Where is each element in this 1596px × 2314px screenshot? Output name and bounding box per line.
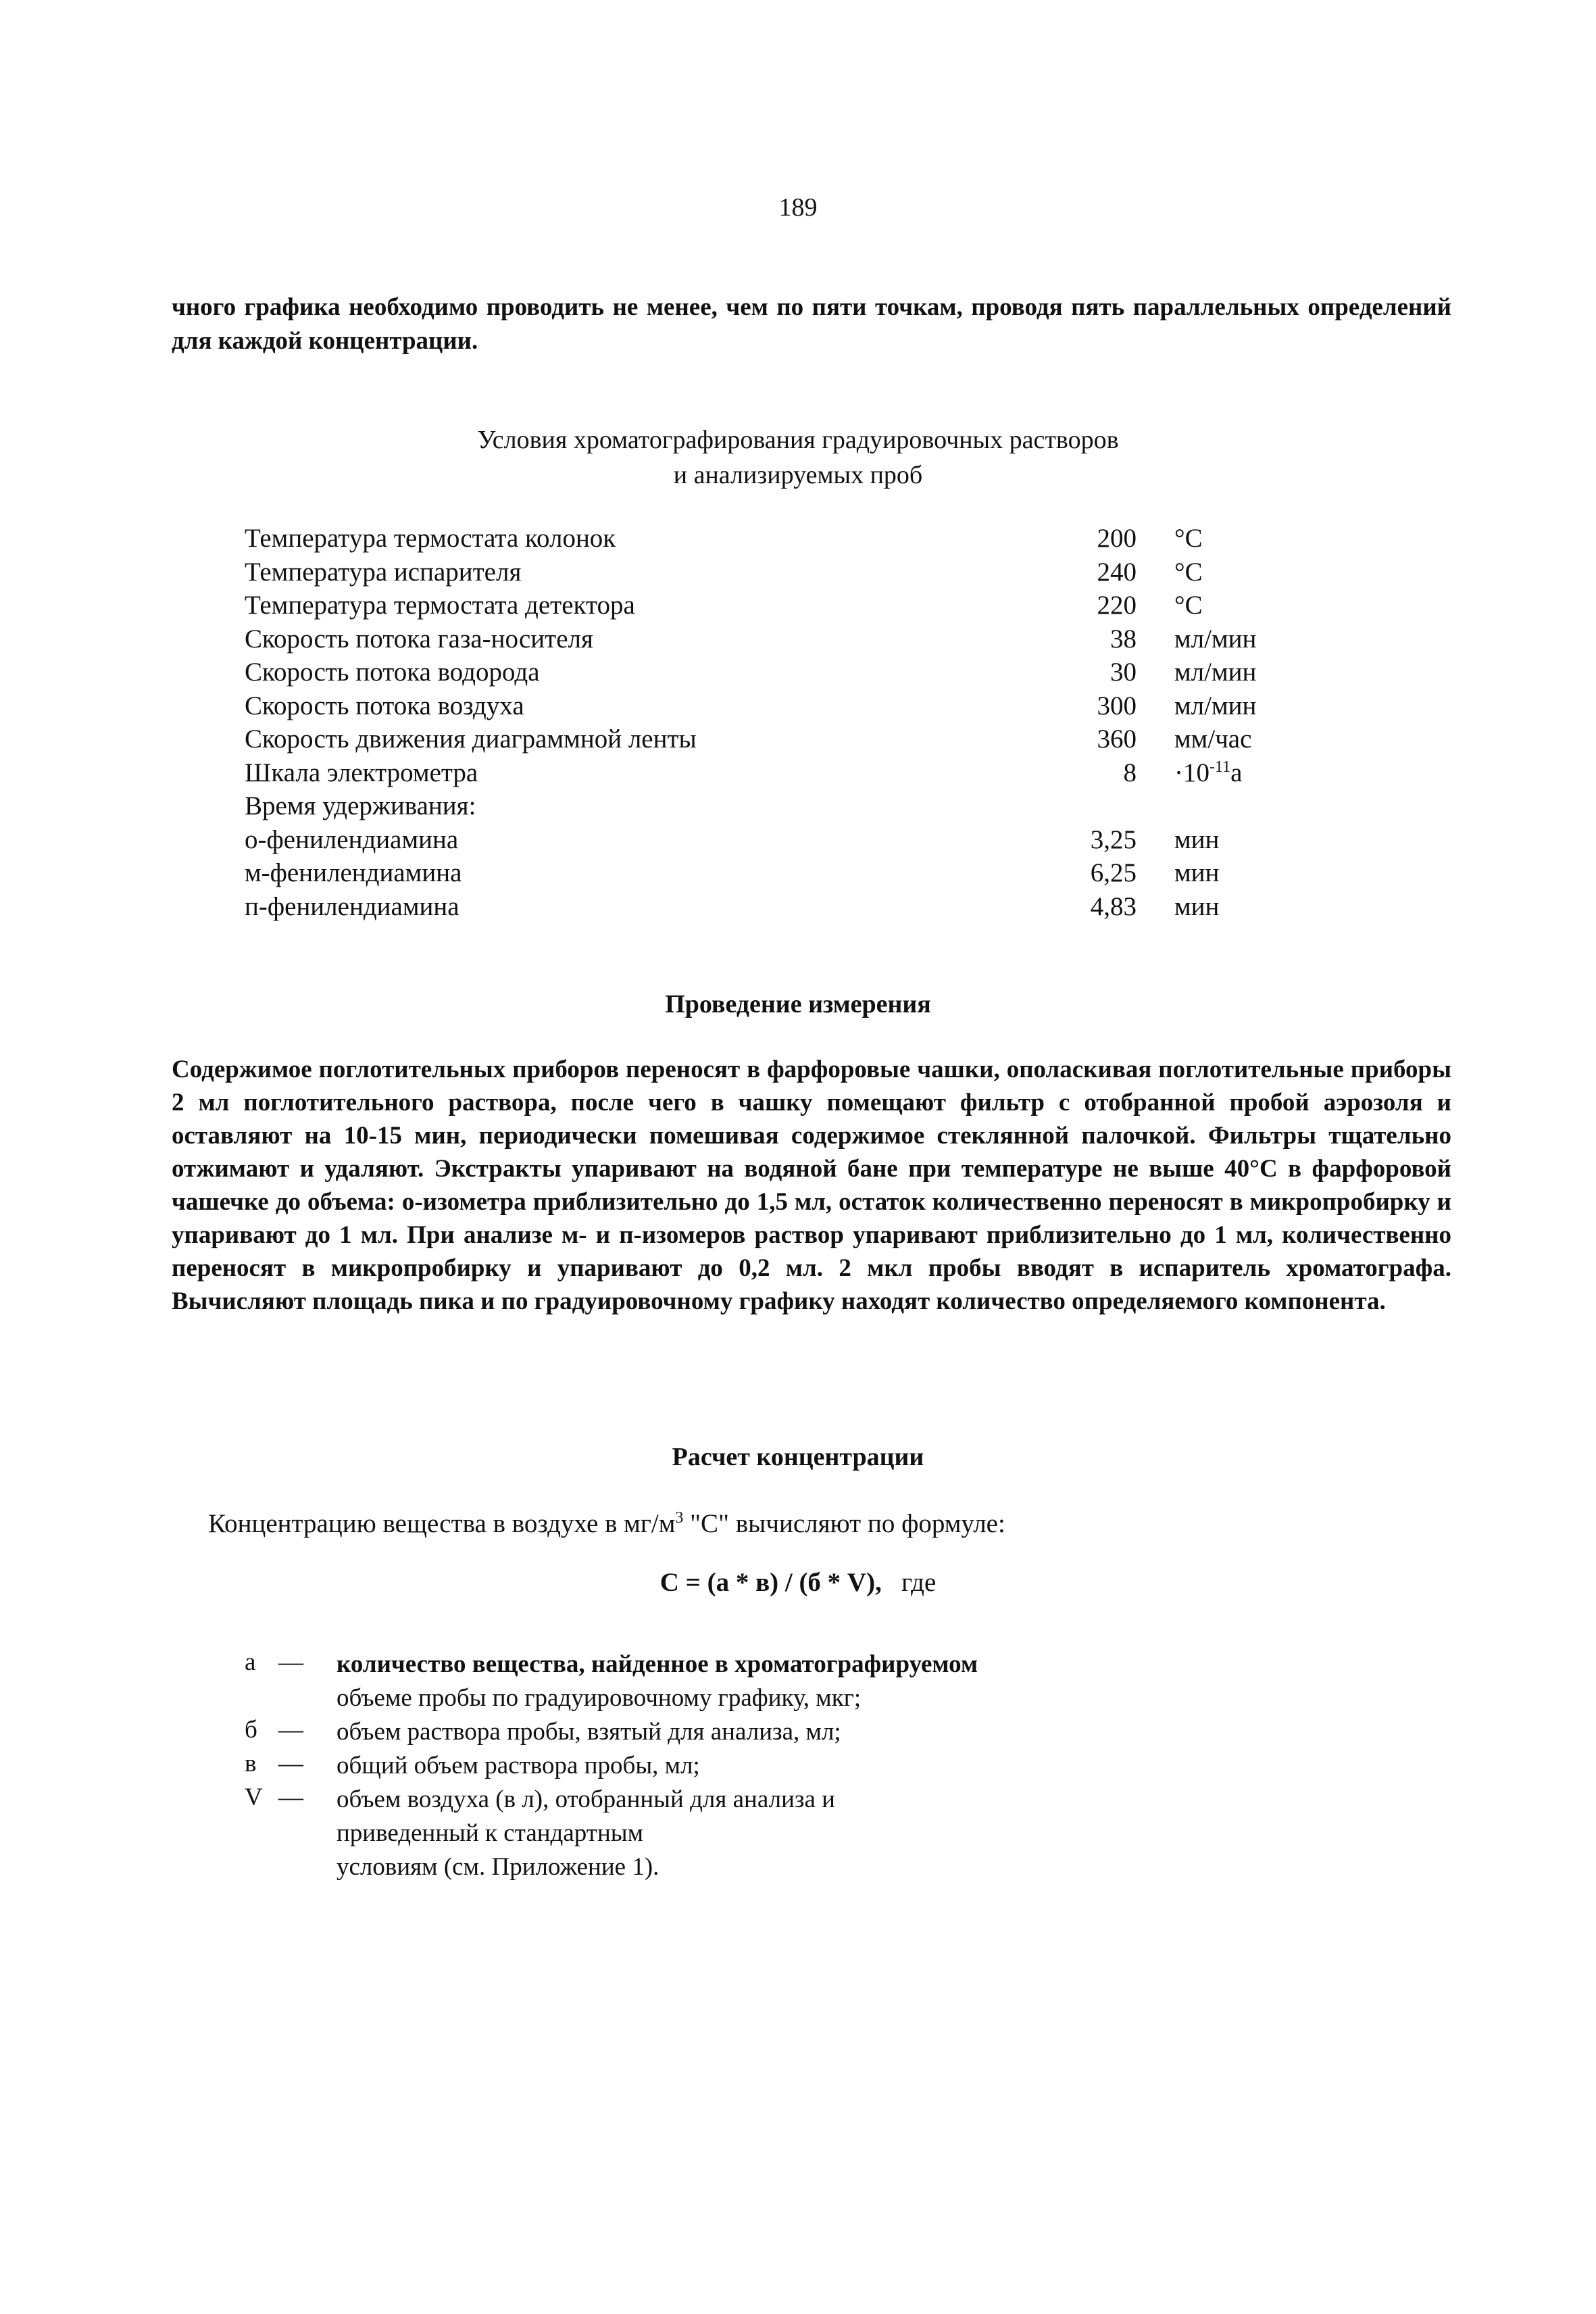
conditions-row bbox=[245, 823, 1350, 857]
param-name: п-фенилендиамина bbox=[245, 891, 459, 921]
param-value bbox=[988, 789, 1174, 823]
calculation-title: Расчет концентрации bbox=[672, 1443, 924, 1471]
formula-expression: С = (а * в) / (б * V), bbox=[659, 1568, 882, 1597]
param-name: Скорость потока газа-носителя bbox=[245, 624, 593, 654]
param-value: 4,83 bbox=[1090, 891, 1137, 921]
param-name: Температура термостата колонок bbox=[245, 524, 616, 553]
param-name: Шкала электрометра bbox=[245, 758, 478, 787]
conditions-row bbox=[245, 756, 1350, 790]
param-unit: °С bbox=[1174, 557, 1203, 587]
legend-symbol: б bbox=[245, 1716, 257, 1744]
param-unit: мл/мин bbox=[1174, 691, 1257, 720]
unit-prefix: ·10 bbox=[1174, 758, 1210, 787]
conditions-row bbox=[245, 890, 1350, 924]
conditions-table bbox=[245, 522, 1350, 923]
measurement-paragraph: Содержимое поглотительных приборов переносят в фарфоровые чашки, ополаскивая поглотительные приборы 2 мл поглотительного раствора, после чего в чашку помещают фильтр с отобранной пробой аэрозоля и оставляют на 10-15 мин, периодически помешивая содержимое стеклянной палочкой. Фильтры тщательно отжимают и удаляют. Экстракты упаривают на водяной бане при температуре не выше 40°С в фарфоровой чашечке до объема: о-изометра приблизительно до 1,5 мл, остаток количественно переносят в микропробирку и упаривают до 1 мл. При анализе м- и п-изомеров раствор упаривают приблизительно до 1 мл, количественно переносят в микропробирку и упаривают до 0,2 мл. 2 мкл пробы вводят в испаритель хроматографа. Вычисляют площадь пика и по градуировочному графику находят количество определяемого компонента. bbox=[172, 1056, 1451, 1315]
unit-exponent: 3 bbox=[675, 1509, 684, 1527]
param-unit: мл/мин bbox=[1174, 624, 1257, 654]
legend-line: условиям (см. Приложение 1). bbox=[336, 1853, 659, 1881]
param-name: о-фенилендиамина bbox=[245, 824, 459, 854]
conditions-row bbox=[245, 856, 1350, 890]
conditions-title-line1: Условия хроматографирования градуировочных растворов bbox=[477, 426, 1119, 454]
legend-description bbox=[336, 1715, 1215, 1749]
param-name: Время удерживания: bbox=[245, 791, 476, 820]
param-unit: мл/мин bbox=[1174, 658, 1257, 687]
page-number: 189 bbox=[778, 193, 818, 222]
conditions-row bbox=[245, 789, 1350, 823]
formula-legend bbox=[245, 1648, 1215, 1884]
param-name: Скорость потока воздуха bbox=[245, 691, 524, 720]
formula-intro-text: Концентрацию вещества в воздухе в мг/м bbox=[208, 1509, 676, 1538]
legend-line: количество вещества, найденное в хроматографируемом bbox=[336, 1650, 978, 1678]
param-value: 6,25 bbox=[1090, 858, 1137, 887]
legend-line: объем воздуха (в л), отобранный для анализа и bbox=[336, 1786, 835, 1813]
formula-where: где bbox=[901, 1568, 937, 1597]
legend-dash: — bbox=[278, 1750, 303, 1777]
legend-dash: — bbox=[278, 1716, 303, 1744]
legend-item bbox=[245, 1783, 1215, 1884]
legend-description bbox=[336, 1648, 1215, 1715]
param-value: 360 bbox=[1097, 724, 1137, 754]
formula bbox=[0, 1567, 1596, 1598]
legend-line: объем раствора пробы, взятый для анализа, мл; bbox=[336, 1718, 841, 1746]
conditions-row bbox=[245, 522, 1350, 556]
param-value: 3,25 bbox=[1090, 824, 1137, 854]
conditions-row bbox=[245, 689, 1350, 723]
legend-item bbox=[245, 1715, 1215, 1749]
formula-intro-rest: "С" вычисляют по формуле: bbox=[683, 1509, 1005, 1538]
legend-symbol: а bbox=[245, 1648, 256, 1676]
formula-intro bbox=[208, 1506, 1005, 1542]
param-value: 220 bbox=[1097, 591, 1137, 620]
legend-symbol: V bbox=[245, 1783, 263, 1811]
param-value: 38 bbox=[1110, 624, 1137, 654]
legend-line: общий объем раствора пробы, мл; bbox=[336, 1752, 700, 1779]
param-value: 240 bbox=[1097, 557, 1137, 587]
param-value: 200 bbox=[1097, 524, 1137, 553]
param-unit: мин bbox=[1174, 891, 1220, 921]
intro-paragraph: чного графика необходимо проводить не менее, чем по пяти точкам, проводя пять параллельных определений для каждой концентрации. bbox=[172, 293, 1451, 355]
param-name: Температура испарителя bbox=[245, 557, 522, 587]
legend-line: приведенный к стандартным bbox=[336, 1819, 644, 1847]
param-unit: мин bbox=[1174, 824, 1220, 854]
legend-item bbox=[245, 1648, 1215, 1715]
param-unit: мм/час bbox=[1174, 724, 1252, 754]
legend-line: объеме пробы по градуировочному графику, мкг; bbox=[336, 1684, 862, 1712]
measurement-title: Проведение измерения bbox=[665, 990, 931, 1018]
param-value: 30 bbox=[1110, 658, 1137, 687]
conditions-title-line2: и анализируемых проб bbox=[673, 461, 923, 489]
param-unit bbox=[1174, 789, 1350, 823]
param-unit: °С bbox=[1174, 591, 1203, 620]
unit-suffix: а bbox=[1230, 758, 1243, 787]
conditions-row bbox=[245, 589, 1350, 622]
param-name: Скорость движения диаграммной ленты bbox=[245, 724, 697, 754]
legend-item bbox=[245, 1749, 1215, 1783]
param-name: Температура термостата детектора bbox=[245, 591, 635, 620]
param-value: 8 bbox=[1123, 758, 1137, 787]
conditions-row bbox=[245, 722, 1350, 756]
legend-description bbox=[336, 1783, 1215, 1884]
param-unit: °С bbox=[1174, 524, 1203, 553]
conditions-title bbox=[0, 422, 1596, 493]
conditions-row bbox=[245, 656, 1350, 689]
conditions-row bbox=[245, 622, 1350, 656]
param-unit bbox=[1174, 756, 1350, 790]
legend-dash: — bbox=[278, 1648, 303, 1676]
legend-description bbox=[336, 1749, 1215, 1783]
unit-exponent: -11 bbox=[1210, 758, 1231, 776]
legend-dash: — bbox=[278, 1783, 303, 1811]
param-name: м-фенилендиамина bbox=[245, 858, 462, 887]
conditions-row bbox=[245, 556, 1350, 589]
param-name: Скорость потока водорода bbox=[245, 658, 540, 687]
param-value: 300 bbox=[1097, 691, 1137, 720]
param-unit: мин bbox=[1174, 858, 1220, 887]
legend-symbol: в bbox=[245, 1750, 257, 1777]
